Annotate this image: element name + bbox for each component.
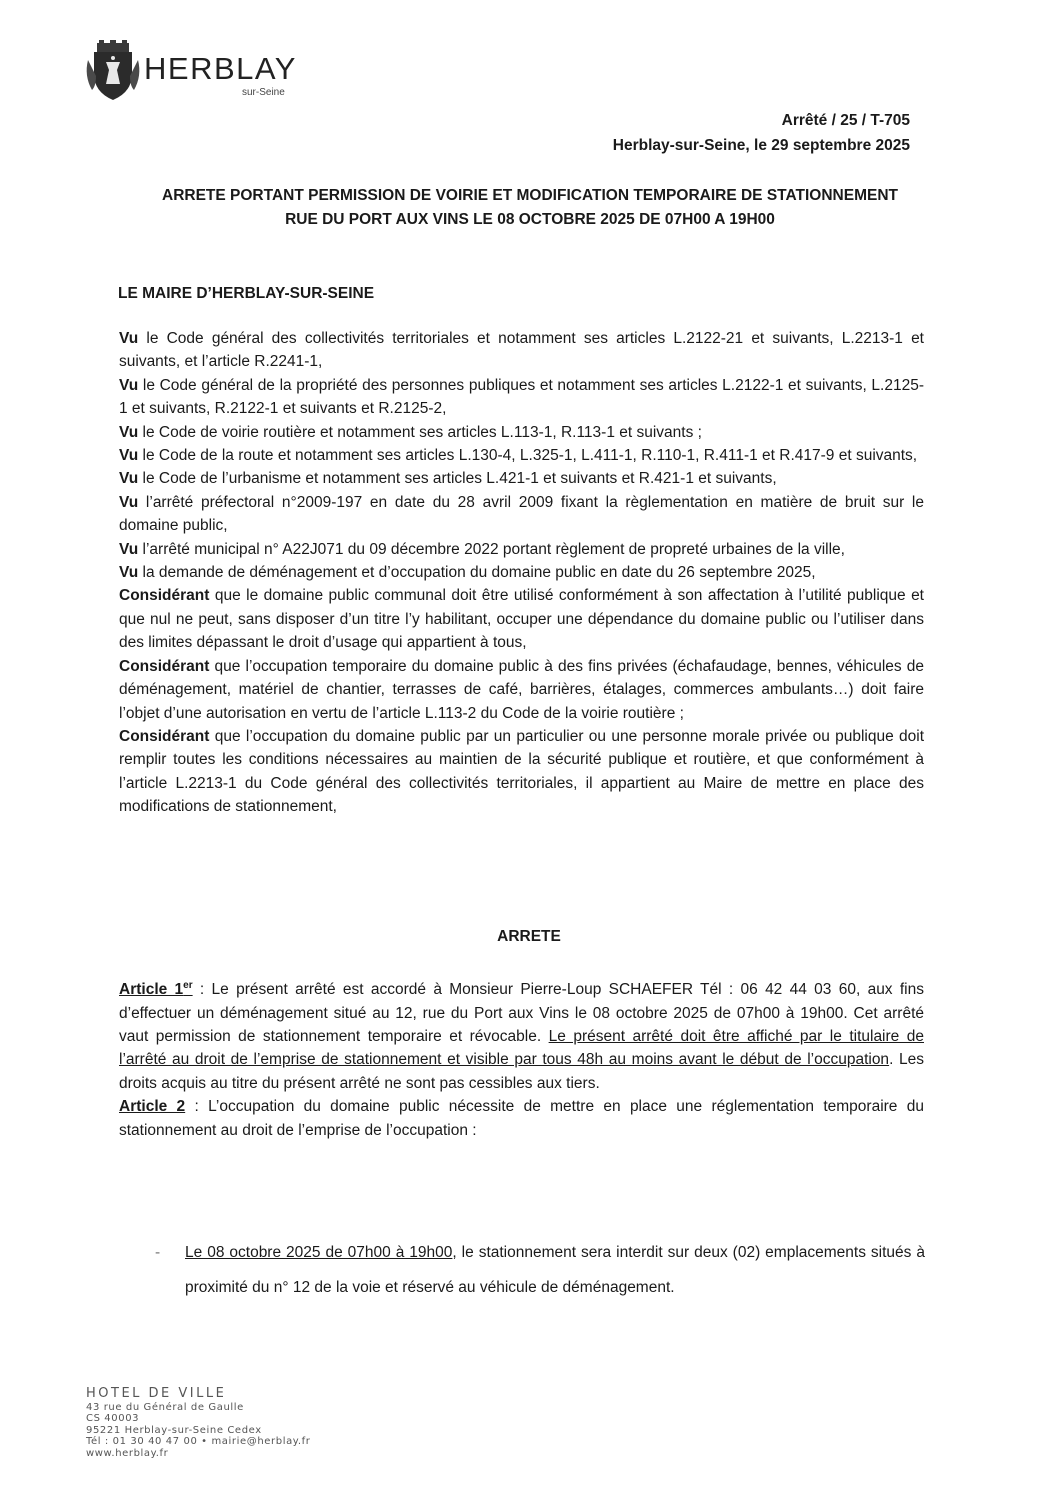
decree-title bbox=[100, 184, 960, 232]
recital bbox=[119, 327, 924, 374]
article-2 bbox=[119, 1095, 924, 1142]
place-date: Herblay-sur-Seine, le 29 septembre 2025 bbox=[612, 137, 910, 154]
recital-lead: Vu bbox=[119, 330, 139, 347]
decree-number: Arrêté / 25 / T-705 bbox=[781, 112, 910, 129]
recital bbox=[119, 538, 924, 561]
articles bbox=[119, 974, 924, 1142]
recital bbox=[119, 467, 924, 490]
city-crest-icon bbox=[84, 40, 142, 102]
recital-text: que l’occupation temporaire du domaine public à des fins privées (échafaudage, bennes, véhicules de déménagement, matériel de chantier, terrasses de café, barrières, étalages, commerces ambulants…) doit faire l’objet d’une autorisation en vertu de l’article L.113-2 du Code de la voirie routière ; bbox=[119, 657, 924, 722]
recital-text: l’arrêté municipal n° A22J071 du 09 décembre 2022 portant règlement de propreté urbaines de la ville, bbox=[138, 540, 845, 558]
recital bbox=[119, 584, 924, 654]
measure-date: Le 08 octobre 2025 de 07h00 à 19h00 bbox=[185, 1244, 453, 1261]
recital-text: le Code général de la propriété des personnes publiques et notamment ses articles L.2122-1 et suivants, L.2125-1 et suivants, R.2122-1 et suivants et R.2125-2, bbox=[119, 376, 924, 418]
recital-lead: Vu bbox=[119, 447, 139, 465]
decree-reference bbox=[613, 108, 910, 158]
recital bbox=[119, 655, 924, 725]
article-2-label: Article 2 bbox=[119, 1098, 186, 1116]
bullet-dash: - bbox=[155, 1244, 161, 1261]
recital-lead: Vu bbox=[119, 540, 139, 558]
recital bbox=[119, 561, 924, 584]
article-1-notice: Le présent arrêté doit être affiché par le titulaire de l’arrêté au droit de l’emprise de stationnement et visible par tous 48h au moins avant le début de l’occupation bbox=[119, 1027, 924, 1069]
recital-lead: Vu bbox=[119, 493, 139, 511]
recital bbox=[119, 421, 924, 444]
article-2-text: : L’occupation du domaine public nécessite de mettre en place une réglementation temporaire du stationnement au droit de l’emprise de l’occupation : bbox=[119, 1098, 924, 1139]
footer-city: 95221 Herblay-sur-Seine Cedex bbox=[86, 1424, 262, 1436]
recital-text: que l’occupation du domaine public par un particulier ou une personne morale privée ou publique doit remplir toutes les conditions nécessaires au maintien de la sécurité publique et routière, et que conformément à l’article L.2213-1 du Code général des collectivités territoriales, il appartient au Maire de mettre en place des modifications de stationnement, bbox=[119, 727, 924, 816]
footer-street: 43 rue du Général de Gaulle bbox=[86, 1402, 244, 1413]
footer-contact: Tél : 01 30 40 47 00 • mairie@herblay.fr bbox=[86, 1436, 311, 1448]
recital-lead: Considérant bbox=[119, 727, 210, 745]
recital bbox=[119, 725, 924, 819]
recital-text: le Code de voirie routière et notamment ses articles L.113-1, R.113-1 et suivants ; bbox=[138, 423, 702, 441]
recital bbox=[119, 491, 924, 538]
recital-lead: Vu bbox=[119, 470, 139, 488]
recital bbox=[119, 374, 924, 421]
title-line-1: ARRETE PORTANT PERMISSION DE VOIRIE ET MODIFICATION TEMPORAIRE DE STATIONNEMENT bbox=[162, 187, 898, 204]
article-1 bbox=[119, 974, 924, 1095]
footer-website: www.herblay.fr bbox=[86, 1447, 169, 1459]
recitals bbox=[119, 327, 924, 819]
recital-lead: Considérant bbox=[119, 657, 210, 675]
recital-lead: Considérant bbox=[119, 587, 210, 605]
recital-text: la demande de déménagement et d’occupation du domaine public en date du 26 septembre 2025, bbox=[138, 564, 816, 582]
recital-text: que le domaine public communal doit être utilisé conformément à son affectation à l’utilité publique et que nul ne peut, sans disposer d’un titre l’y habilitant, occuper une dépendance du domaine public ou l’utiliser dans des limites dépassant le droit d’usage qui appartient à tous, bbox=[119, 587, 924, 652]
recital-text: le Code de l’urbanisme et notamment ses articles L.421-1 et suivants et R.421-1 et suivants, bbox=[138, 470, 777, 488]
article-1-label: Article 1er bbox=[119, 980, 193, 999]
mayor-heading: LE MAIRE D’HERBLAY-SUR-SEINE bbox=[118, 285, 375, 302]
footer-address bbox=[86, 1386, 311, 1459]
recital-text: le Code général des collectivités territoriales et notamment ses articles L.2122-21 et suivants, L.2213-1 et suivants, et l’article R.2241-1, bbox=[119, 330, 924, 371]
title-line-2: RUE DU PORT AUX VINS LE 08 OCTOBRE 2025 DE 07H00 A 19H00 bbox=[285, 211, 775, 228]
measure-text bbox=[185, 1235, 925, 1305]
recital-text: le Code de la route et notamment ses articles L.130-4, L.325-1, L.411-1, R.110-1, R.411-1 et R.417-9 et suivants, bbox=[138, 447, 918, 465]
article-1-text-end: . Les droits acquis au titre du présent arrêté ne sont pas cessibles aux tiers. bbox=[119, 1051, 924, 1092]
herblay-logo bbox=[84, 40, 324, 104]
recital-lead: Vu bbox=[119, 423, 139, 441]
brand-name: HERBLAY bbox=[144, 51, 297, 86]
recital-lead: Vu bbox=[119, 376, 139, 394]
footer-title: HOTEL DE VILLE bbox=[86, 1386, 227, 1401]
recital bbox=[119, 444, 924, 467]
recital-lead: Vu bbox=[119, 564, 139, 582]
brand-subtitle: sur-Seine bbox=[242, 87, 285, 98]
recital-text: l’arrêté préfectoral n°2009-197 en date du 28 avril 2009 fixant la règlementation en matière de bruit sur le domaine public, bbox=[119, 493, 924, 535]
measure-description: , le stationnement sera interdit sur deux (02) emplacements situés à proximité du n° 12 de la voie et réservé au véhicule de déménagement. bbox=[185, 1244, 926, 1296]
article-1-text: : Le présent arrêté est accordé à Monsieur Pierre-Loup SCHAEFER Tél : 06 42 44 03 60, aux fins d’effectuer un déménagement situé au 12, rue du Port aux Vins le 08 octobre 2025 de 07h00 à 19h00. Cet arrêté vaut permission de stationnement temporaire et révocable. bbox=[119, 981, 924, 1045]
footer-cs: CS 40003 bbox=[86, 1413, 140, 1425]
arrete-heading: ARRETE bbox=[497, 928, 561, 945]
measure-item bbox=[155, 1235, 925, 1305]
